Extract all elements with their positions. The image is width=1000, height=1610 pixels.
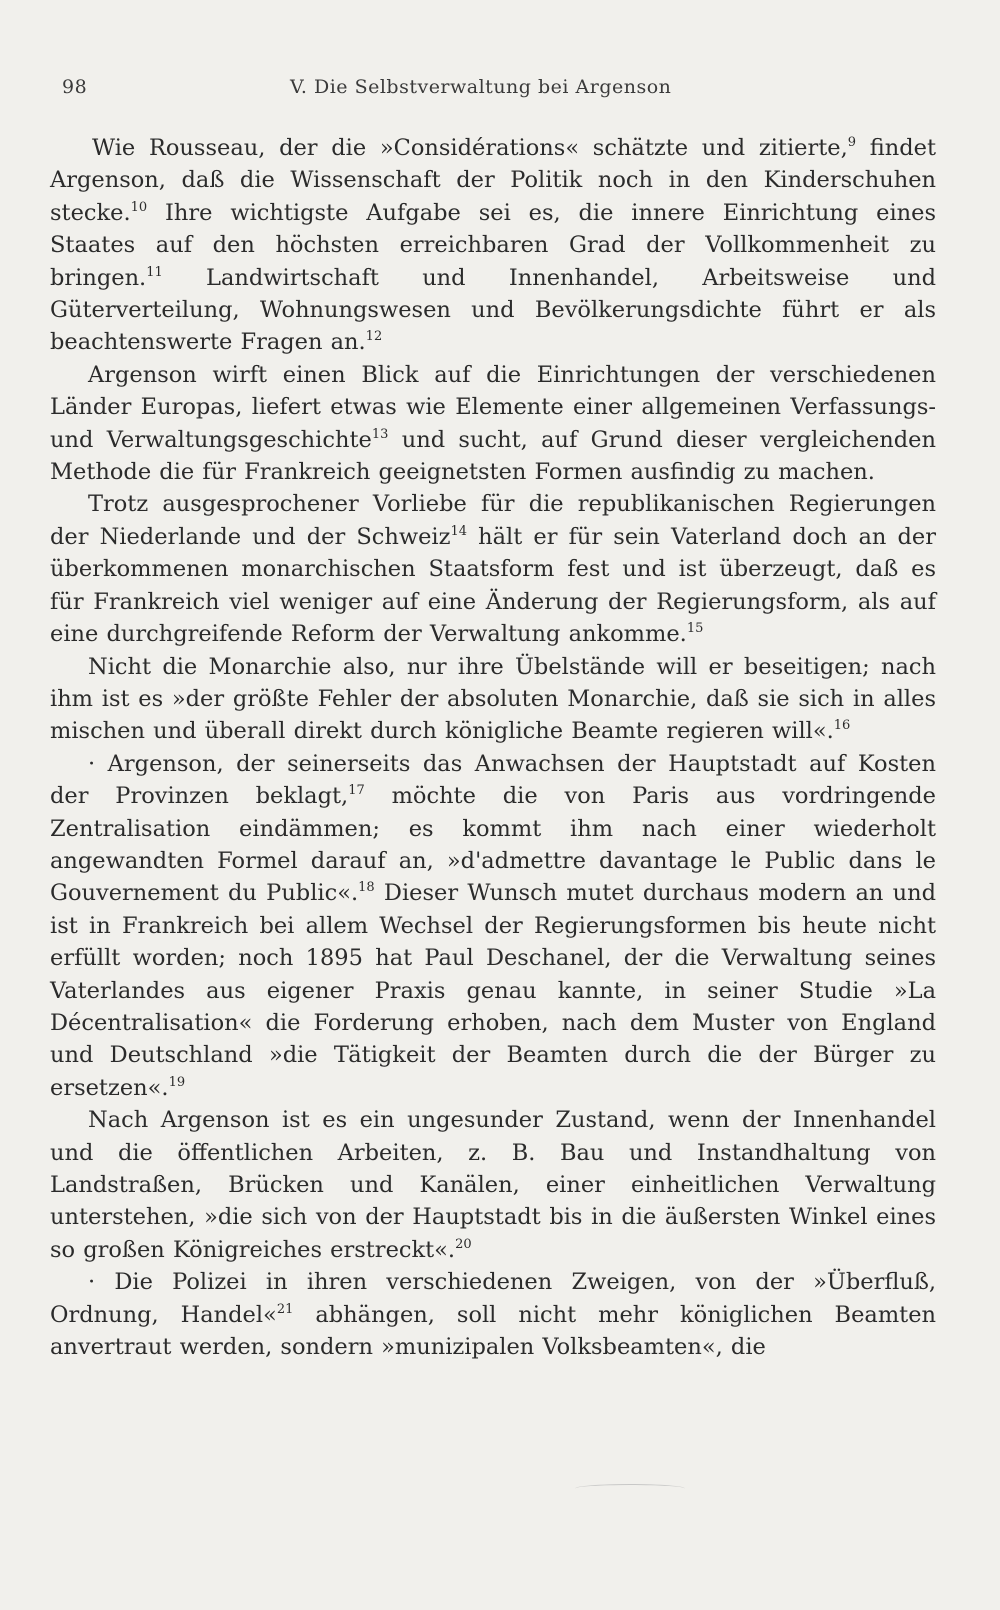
footnote-reference: 14	[450, 523, 468, 539]
running-title: V. Die Selbstverwaltung bei Argenson	[290, 76, 672, 98]
paragraph	[50, 651, 936, 748]
paragraph-text: Trotz ausgesprochener Vorliebe für die republikanischen Regierungen der Niederlande und der Schweiz	[50, 491, 936, 550]
footnote-reference: 15	[686, 621, 704, 637]
paragraph-text: Nicht die Monarchie also, nur ihre Übelstände will er beseitigen; nach ihm ist es »der größte Fehler der absoluten Monarchie, daß sie sich in alles mischen und überall direkt durch königliche Beamte regieren will«.	[50, 653, 936, 745]
paragraph	[50, 488, 936, 650]
paragraph-text: hält er für sein Vaterland doch an der überkommenen monarchischen Staatsform fest und ist überzeugt, daß es für Frankreich viel weniger auf eine Änderung der Regierungsform, als auf eine durchgreifende Reform der Verwaltung ankomme.	[50, 523, 936, 648]
running-header	[62, 76, 942, 106]
page-number: 98	[62, 76, 88, 98]
footnote-reference: 9	[847, 135, 857, 150]
footnote-reference: 13	[371, 426, 389, 442]
paragraph-text: findet Argenson, daß die Wissenschaft der Politik noch in den Kinderschuhen stecke.	[50, 135, 937, 226]
footnote-reference: 16	[833, 718, 851, 734]
paragraph	[50, 359, 936, 489]
paragraph-text: · Die Polizei in ihren verschiedenen Zweigen, von der »Überfluß, Ordnung, Handel«	[50, 1269, 936, 1328]
paragraph-text: Argenson wirft einen Blick auf die Einrichtungen der verschiedenen Länder Europas, liefert etwas wie Elemente einer allgemeinen Verfassungs- und Verwaltungsgeschichte	[50, 361, 936, 453]
pen-stroke-mark	[575, 1484, 685, 1493]
paragraph	[50, 748, 936, 1104]
paragraph	[50, 132, 936, 359]
footnote-reference: 19	[168, 1074, 186, 1090]
paragraph-text: Wie Rousseau, der die »Considérations« schätzte und zitierte,	[92, 135, 848, 161]
paragraph-text: Landwirtschaft und Innenhandel, Arbeitsweise und Güterverteilung, Wohnungswesen und Bevölkerungsdichte führt er als beachtenswerte Fragen an.	[50, 264, 936, 356]
paragraph-text: · Argenson, der seinerseits das Anwachsen der Hauptstadt auf Kosten der Provinzen beklagt,	[50, 750, 936, 810]
paragraph-text: und sucht, auf Grund dieser vergleichenden Methode die für Frankreich geeignetsten Formen ausfindig zu machen.	[50, 426, 936, 486]
paragraph-text: Nach Argenson ist es ein ungesunder Zustand, wenn der Innenhandel und die öffentlichen Arbeiten, z. B. Bau und Instandhaltung von Landstraßen, Brücken und Kanälen, einer einheitlichen Verwaltung unterstehen, »die sich von der Hauptstadt bis in die äußersten Winkel eines so großen Königreiches erstreckt«.	[50, 1107, 936, 1263]
footnote-reference: 17	[348, 783, 365, 799]
paragraph	[50, 1104, 936, 1266]
paragraph	[50, 1266, 936, 1363]
body-text	[50, 132, 936, 1363]
paragraph-text: Dieser Wunsch mutet durchaus modern an und ist in Frankreich bei allem Wechsel der Regierungsformen bis heute nicht erfüllt worden; noch 1895 hat Paul Deschanel, der die Verwaltung seines Vaterlandes aus eigener Praxis genau kannte, in seiner Studie »La Décentralisation« die Forderung erhoben, nach dem Muster von England und Deutschland »die Tätigkeit der Beamten durch die der Bürger zu ersetzen«.	[50, 880, 936, 1101]
paragraph-text: möchte die von Paris aus vordringende Zentralisation eindämmen; es kommt ihm nach einer wiederholt angewandten Formel darauf an, »d'admettre davantage le Public dans le Gouvernement du Public«.	[50, 783, 937, 907]
footnote-reference: 18	[358, 880, 375, 896]
footnote-reference: 12	[365, 329, 383, 345]
footnote-reference: 21	[276, 1301, 294, 1317]
footnote-reference: 20	[455, 1236, 472, 1252]
paragraph-text: Ihre wichtigste Aufgabe sei es, die innere Einrichtung eines Staates auf den höchsten erreichbaren Grad der Vollkommenheit zu bringen.	[50, 199, 936, 291]
footnote-reference: 11	[146, 264, 163, 280]
footnote-reference: 10	[130, 199, 148, 215]
paragraph-text: abhängen, soll nicht mehr königlichen Beamten anvertraut werden, sondern »munizipalen Volksbeamten«, die	[50, 1301, 937, 1361]
